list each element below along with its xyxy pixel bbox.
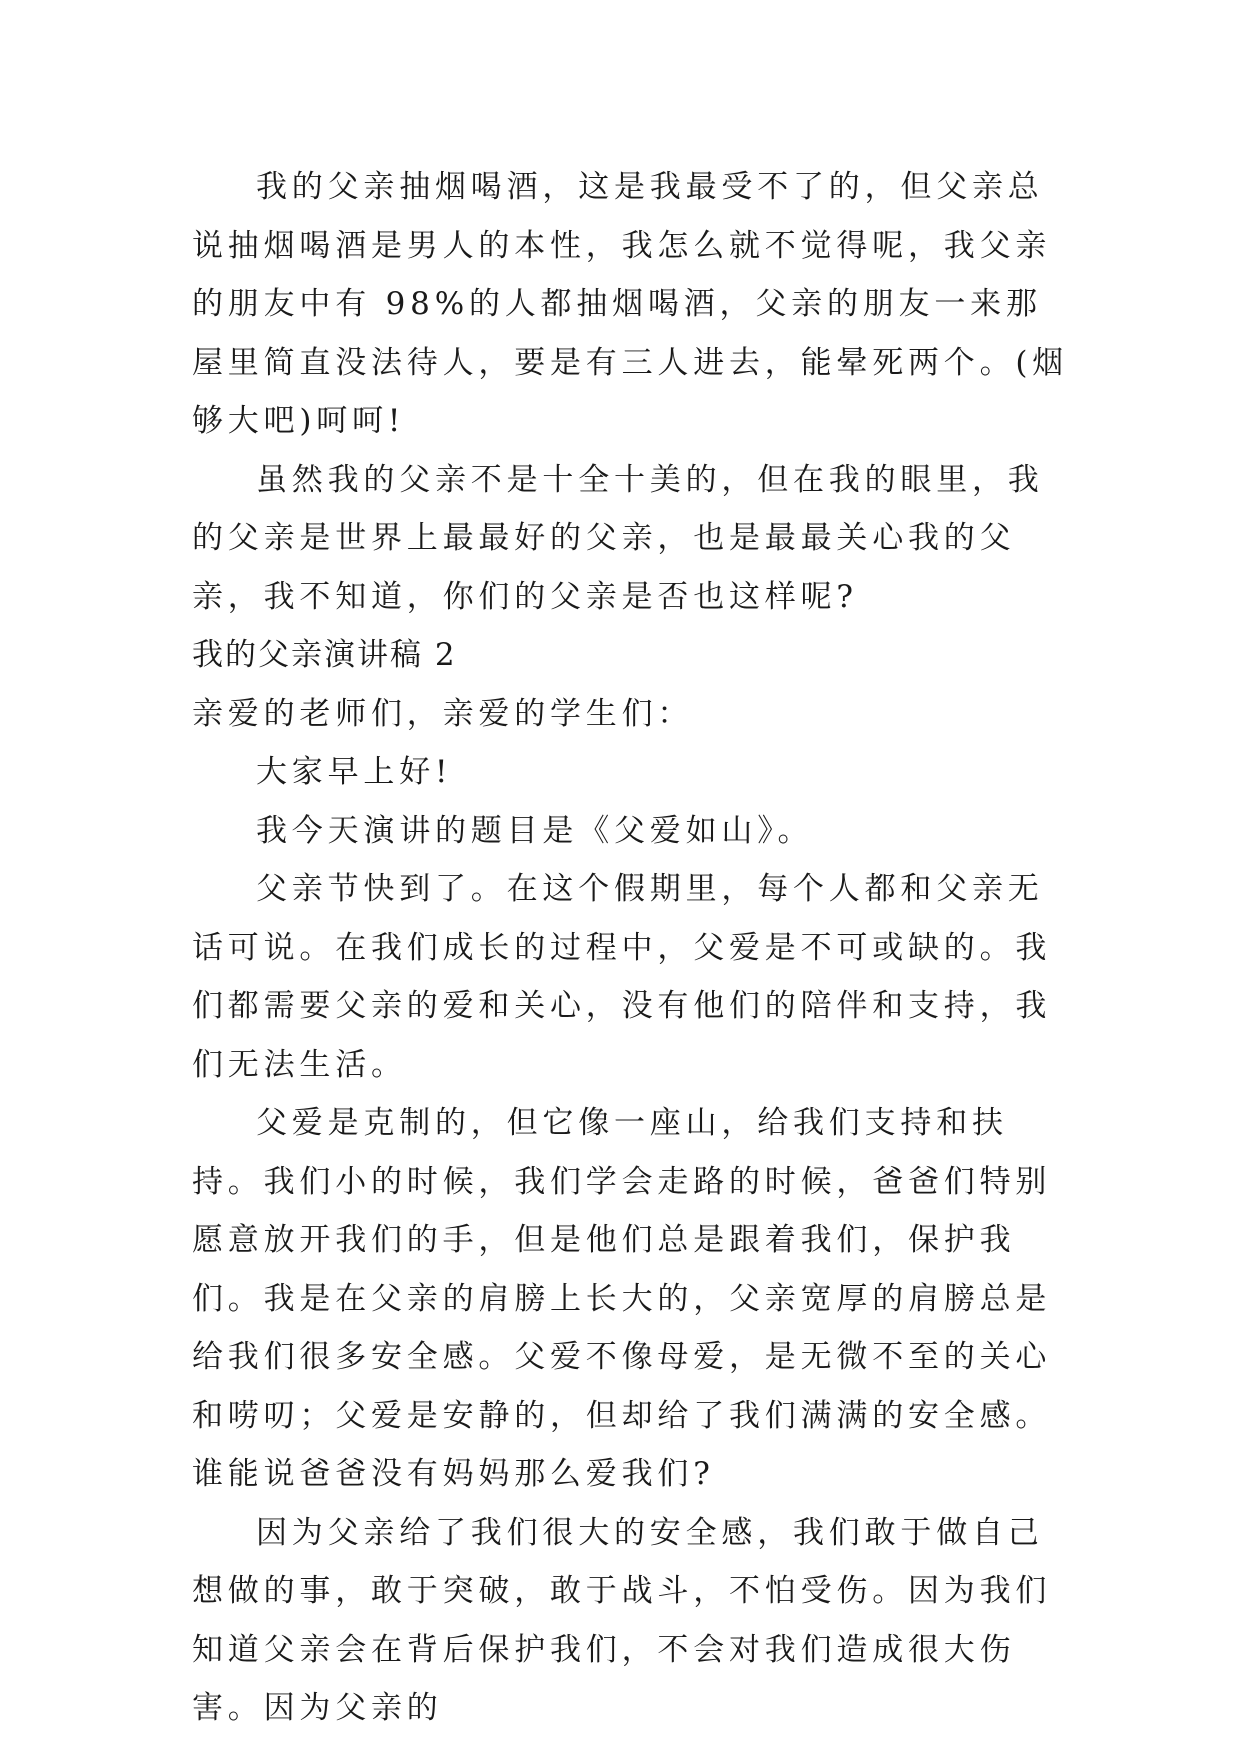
paragraph-sense-of-security: 因为父亲给了我们很大的安全感，我们敢于做自己想做的事，敢于突破，敢于战斗，不怕受伤。因为我们知道父亲会在背后保护我们，不会对我们造成很大伤害。因为父亲的	[192, 1514, 1052, 1726]
speech-topic: 我今天演讲的题目是《父爱如山》。	[256, 812, 814, 849]
section-heading: 我的父亲演讲稿 2	[192, 637, 457, 673]
paragraph-smoking-drinking: 我的父亲抽烟喝酒，这是我最受不了的，但父亲总说抽烟喝酒是男人的本性，我怎么就不觉得呢，我父亲的朋友中有 98%的人都抽烟喝酒，父亲的朋友一来那屋里简直没法待人，要是有三人进去，能晕死两个。(烟够大吧)呵呵!	[192, 169, 1069, 439]
paragraph-fathers-day: 父亲节快到了。在这个假期里，每个人都和父亲无话可说。在我们成长的过程中，父爱是不可或缺的。我们都需要父亲的爱和关心，没有他们的陪伴和支持，我们无法生活。	[192, 871, 1052, 1083]
greeting: 大家早上好!	[256, 754, 453, 790]
salutation: 亲爱的老师们，亲爱的学生们：	[192, 695, 694, 732]
document-body	[192, 158, 1072, 1738]
paragraph-best-father: 虽然我的父亲不是十全十美的，但在我的眼里，我的父亲是世界上最最好的父亲，也是最最关心我的父亲，我不知道，你们的父亲是否也这样呢?	[192, 461, 1044, 615]
paragraph-father-love-mountain: 父爱是克制的，但它像一座山，给我们支持和扶持。我们小的时候，我们学会走路的时候，爸爸们特别愿意放开我们的手，但是他们总是跟着我们，保护我们。我是在父亲的肩膀上长大的，父亲宽厚的肩膀总是给我们很多安全感。父爱不像母爱，是无微不至的关心和唠叨；父爱是安静的，但却给了我们满满的安全感。谁能说爸爸没有妈妈那么爱我们?	[192, 1105, 1052, 1492]
